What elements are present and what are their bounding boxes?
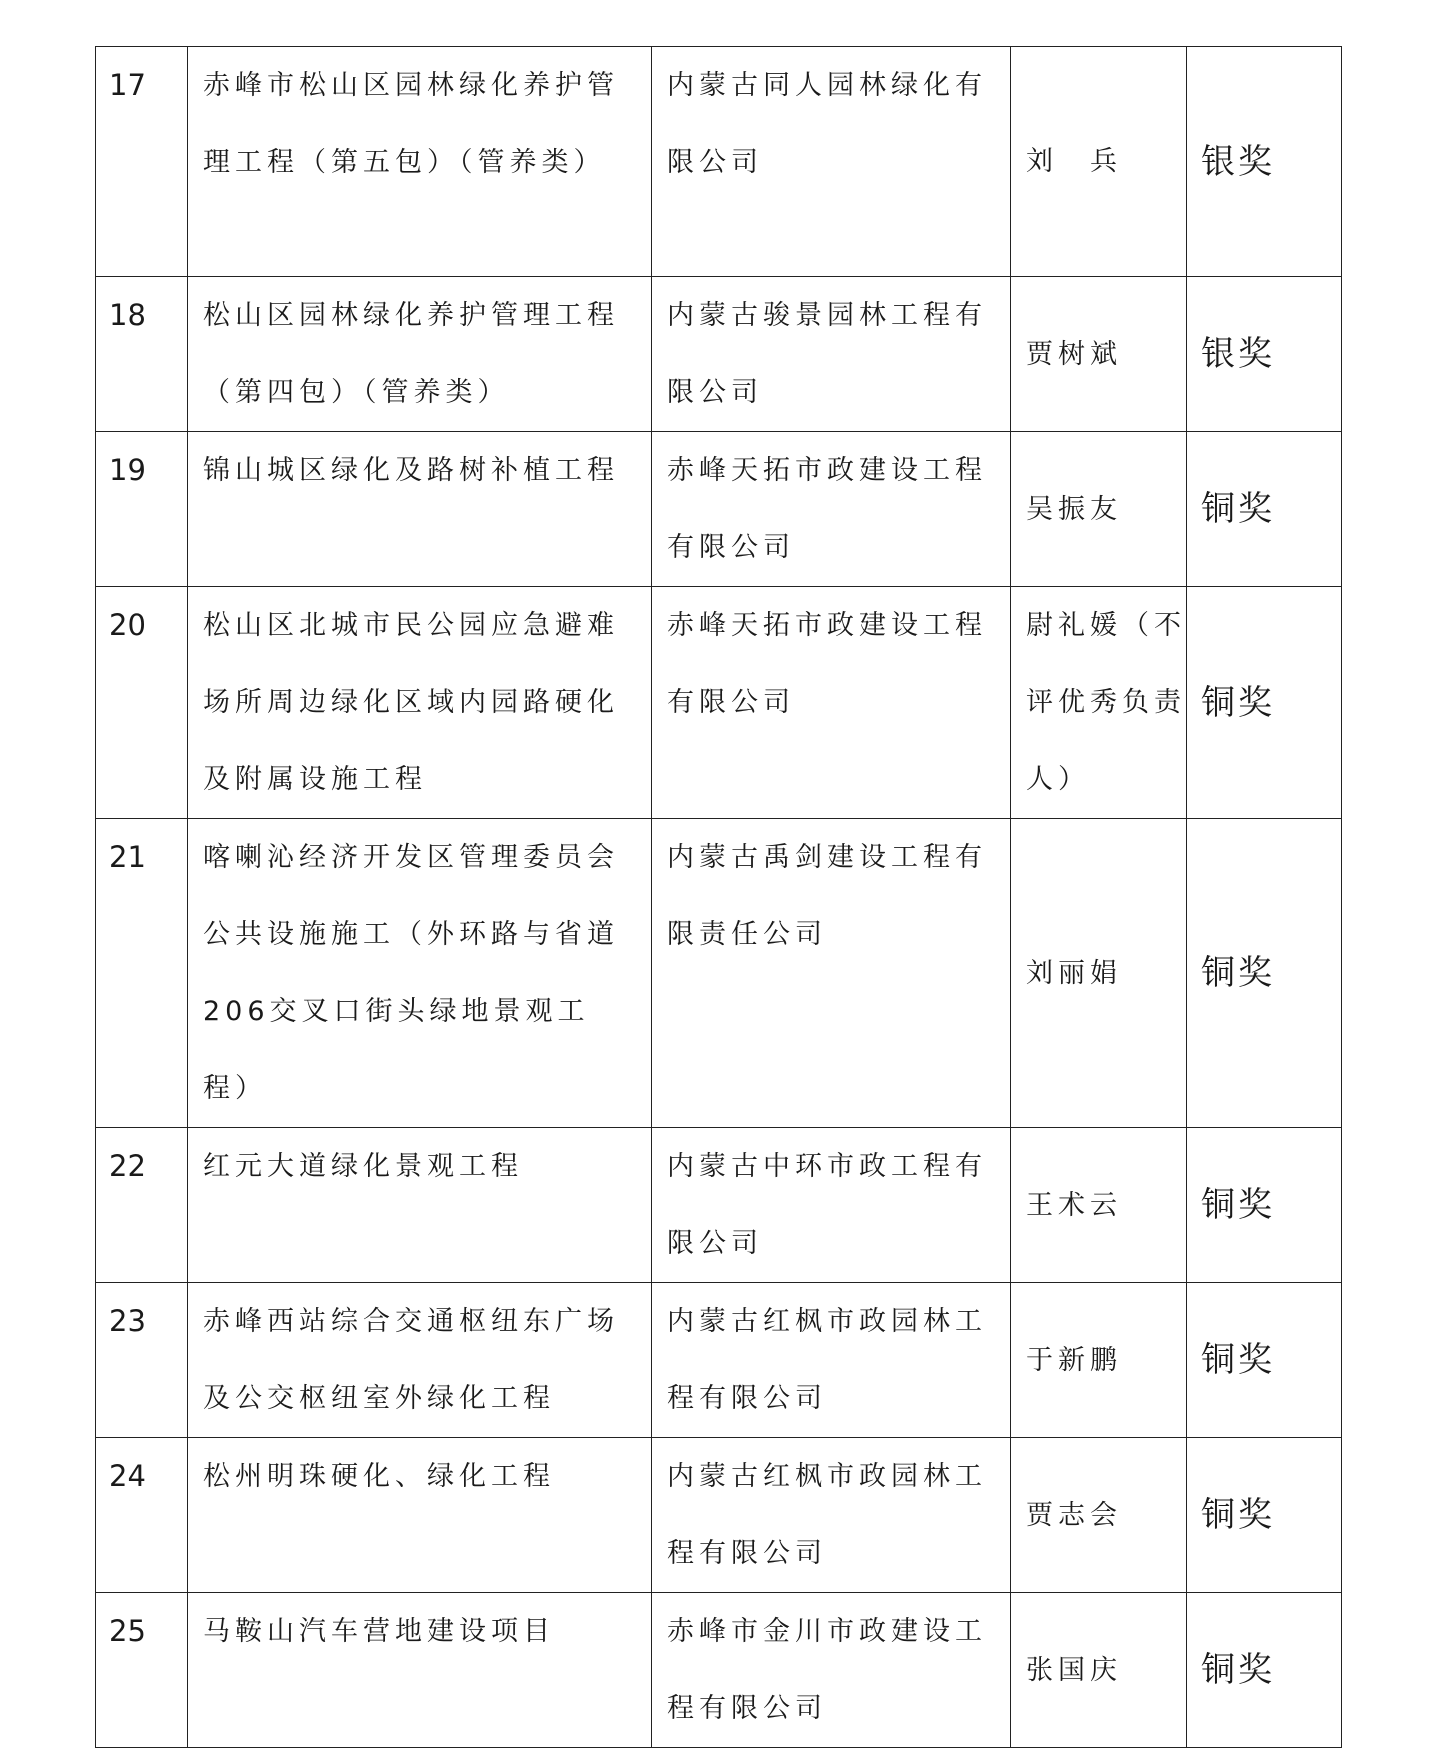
contractor-name: 内蒙古红枫市政园林工程有限公司 (667, 1461, 987, 1569)
award-level: 铜奖 (1201, 1495, 1275, 1535)
table-row (96, 277, 1342, 432)
award-level: 银奖 (1201, 141, 1275, 182)
table-row (96, 1438, 1342, 1593)
project-name: 松山区园林绿化养护管理工程（第四包）（管养类） (203, 300, 619, 408)
row-number: 22 (109, 1149, 146, 1183)
contractor-name: 内蒙古中环市政工程有限公司 (667, 1151, 987, 1259)
person-in-charge: 吴振友 (1026, 493, 1122, 525)
row-number: 21 (109, 840, 146, 874)
contractor-name: 赤峰天拓市政建设工程有限公司 (667, 455, 987, 563)
table-row (96, 1128, 1342, 1283)
person-in-charge: 贾志会 (1026, 1499, 1122, 1531)
award-level: 铜奖 (1201, 953, 1275, 993)
contractor-name: 内蒙古禹剑建设工程有限责任公司 (667, 842, 987, 950)
contractor-name: 内蒙古红枫市政园林工程有限公司 (667, 1306, 987, 1414)
person-in-charge: 尉礼媛（不评优秀负责人） (1026, 610, 1186, 795)
person-in-charge: 于新鹏 (1026, 1344, 1122, 1376)
table-row (96, 587, 1342, 819)
contractor-name: 赤峰天拓市政建设工程有限公司 (667, 610, 987, 718)
award-level: 铜奖 (1201, 489, 1275, 529)
awards-table (95, 46, 1342, 1748)
table-row (96, 1593, 1342, 1748)
project-name: 红元大道绿化景观工程 (203, 1151, 523, 1182)
award-level: 铜奖 (1201, 1185, 1275, 1225)
person-in-charge: 贾树斌 (1026, 338, 1122, 370)
award-level: 铜奖 (1201, 1340, 1275, 1380)
contractor-name: 内蒙古同人园林绿化有限公司 (667, 70, 987, 178)
table-row (96, 1283, 1342, 1438)
contractor-name: 赤峰市金川市政建设工程有限公司 (667, 1616, 987, 1724)
person-in-charge: 刘 兵 (1026, 146, 1122, 177)
row-number: 20 (109, 608, 146, 642)
project-name: 赤峰西站综合交通枢纽东广场及公交枢纽室外绿化工程 (203, 1306, 619, 1414)
row-number: 18 (109, 298, 146, 332)
project-name: 松州明珠硬化、绿化工程 (203, 1461, 555, 1492)
table-row (96, 432, 1342, 587)
row-number: 17 (109, 68, 146, 102)
row-number: 24 (109, 1459, 146, 1493)
project-name: 赤峰市松山区园林绿化养护管理工程（第五包）（管养类） (203, 70, 619, 178)
person-in-charge: 刘丽娟 (1026, 957, 1122, 989)
person-in-charge: 王术云 (1026, 1189, 1122, 1221)
contractor-name: 内蒙古骏景园林工程有限公司 (667, 300, 987, 408)
table-row (96, 819, 1342, 1128)
person-in-charge: 张国庆 (1026, 1654, 1122, 1686)
award-level: 铜奖 (1201, 1650, 1275, 1690)
project-name: 锦山城区绿化及路树补植工程 (203, 455, 619, 486)
project-name: 马鞍山汽车营地建设项目 (203, 1616, 555, 1647)
project-name: 喀喇沁经济开发区管理委员会公共设施施工（外环路与省道206交叉口街头绿地景观工程） (203, 842, 619, 1104)
row-number: 23 (109, 1304, 146, 1338)
award-level: 银奖 (1201, 334, 1275, 374)
project-name: 松山区北城市民公园应急避难场所周边绿化区域内园路硬化及附属设施工程 (203, 610, 619, 795)
row-number: 25 (109, 1614, 146, 1648)
award-level: 铜奖 (1201, 682, 1275, 723)
row-number: 19 (109, 453, 146, 487)
table-row (96, 47, 1342, 277)
